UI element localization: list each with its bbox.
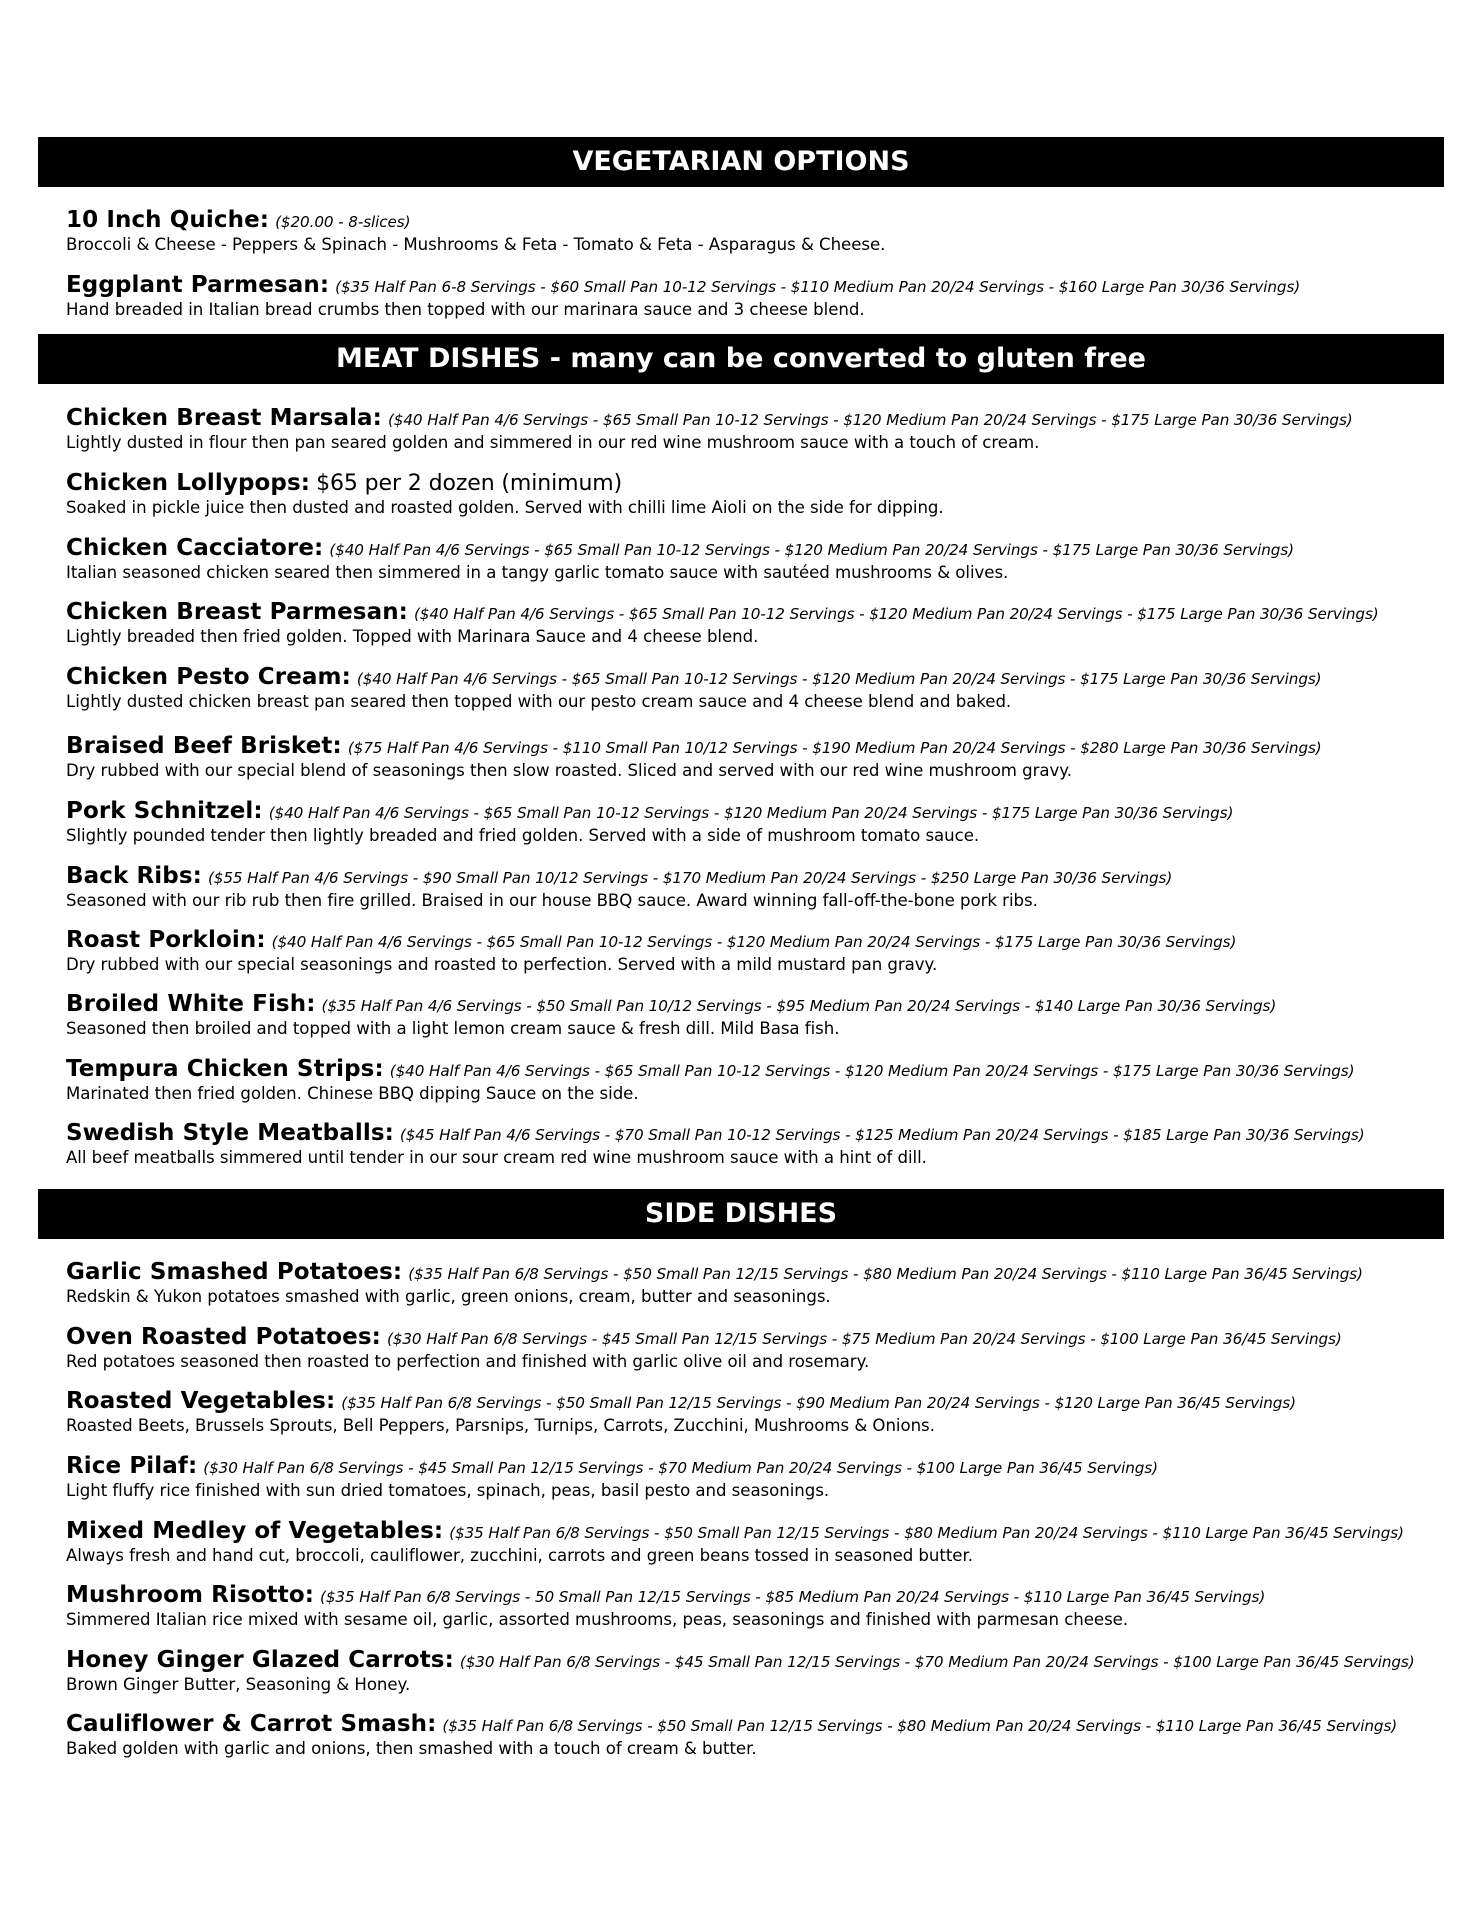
menu-item bbox=[66, 468, 1466, 518]
item-price: ($45 Half Pan 4/6 Servings - $70 Small Pan 10-12 Servings - $125 Medium Pan 20/24 Servings - $185 Large Pan 30/36 Servings) bbox=[399, 1126, 1365, 1144]
item-description: Light fluffy rice finished with sun dried tomatoes, spinach, peas, basil pesto and seasonings. bbox=[66, 1481, 830, 1500]
item-price: ($40 Half Pan 4/6 Servings - $65 Small Pan 10-12 Servings - $120 Medium Pan 20/24 Servings - $175 Large Pan 30/36 Servings) bbox=[387, 411, 1353, 429]
item-description: Dry rubbed with our special blend of seasonings then slow roasted. Sliced and served with our red wine mushroom gravy. bbox=[66, 761, 1072, 780]
item-price: ($35 Half Pan 4/6 Servings - $50 Small Pan 10/12 Servings - $95 Medium Pan 20/24 Servings - $140 Large Pan 30/36 Servings) bbox=[321, 997, 1277, 1015]
menu-item bbox=[66, 270, 1466, 320]
menu-item bbox=[66, 1516, 1466, 1566]
item-description: Baked golden with garlic and onions, then smashed with a touch of cream & butter. bbox=[66, 1739, 757, 1758]
item-price: ($35 Half Pan 6/8 Servings - $50 Small Pan 12/15 Servings - $80 Medium Pan 20/24 Servings - $110 Large Pan 36/45 Servings) bbox=[408, 1265, 1363, 1283]
item-price: ($55 Half Pan 4/6 Servings - $90 Small Pan 10/12 Servings - $170 Medium Pan 20/24 Servings - $250 Large Pan 30/36 Servings) bbox=[207, 869, 1173, 887]
item-description: Italian seasoned chicken seared then simmered in a tangy garlic tomato sauce with sautéed mushrooms & olives. bbox=[66, 563, 1009, 582]
item-description: Brown Ginger Butter, Seasoning & Honey. bbox=[66, 1675, 411, 1694]
section-header-meat: MEAT DISHES - many can be converted to gluten free bbox=[38, 334, 1444, 384]
item-description: Soaked in pickle juice then dusted and roasted golden. Served with chilli lime Aioli on the side for dipping. bbox=[66, 498, 944, 517]
item-description: Lightly dusted chicken breast pan seared then topped with our pesto cream sauce and 4 cheese blend and baked. bbox=[66, 692, 1012, 711]
menu-item bbox=[66, 403, 1466, 453]
item-price: ($30 Half Pan 6/8 Servings - $45 Small Pan 12/15 Servings - $75 Medium Pan 20/24 Servings - $100 Large Pan 36/45 Servings) bbox=[386, 1330, 1342, 1348]
item-name: Braised Beef Brisket: bbox=[66, 733, 342, 759]
item-price: ($35 Half Pan 6/8 Servings - 50 Small Pan 12/15 Servings - $85 Medium Pan 20/24 Servings - $110 Large Pan 36/45 Servings) bbox=[320, 1588, 1266, 1606]
item-name: Chicken Breast Marsala: bbox=[66, 405, 382, 431]
menu-item bbox=[66, 989, 1466, 1039]
menu-item bbox=[66, 861, 1466, 911]
item-price: ($35 Half Pan 6/8 Servings - $50 Small Pan 12/15 Servings - $80 Medium Pan 20/24 Servings - $110 Large Pan 36/45 Servings) bbox=[449, 1524, 1404, 1542]
item-description: Seasoned with our rib rub then fire grilled. Braised in our house BBQ sauce. Award winning fall-off-the-bone pork ribs. bbox=[66, 891, 1038, 910]
item-name: Chicken Breast Parmesan: bbox=[66, 599, 408, 625]
menu-item bbox=[66, 1322, 1466, 1372]
menu-item bbox=[66, 533, 1466, 583]
item-name: Roast Porkloin: bbox=[66, 927, 266, 953]
menu-item bbox=[66, 1054, 1466, 1104]
item-name: Swedish Style Meatballs: bbox=[66, 1120, 394, 1146]
item-name: Garlic Smashed Potatoes: bbox=[66, 1259, 403, 1285]
item-name: Tempura Chicken Strips: bbox=[66, 1056, 384, 1082]
item-description: Redskin & Yukon potatoes smashed with garlic, green onions, cream, butter and seasonings. bbox=[66, 1287, 831, 1306]
menu-item bbox=[66, 1451, 1466, 1501]
menu-item bbox=[66, 1645, 1466, 1695]
item-description: Always fresh and hand cut, broccoli, cauliflower, zucchini, carrots and green beans tossed in seasoned butter. bbox=[66, 1546, 973, 1565]
item-price: ($75 Half Pan 4/6 Servings - $110 Small Pan 10/12 Servings - $190 Medium Pan 20/24 Servings - $280 Large Pan 30/36 Servings) bbox=[347, 739, 1322, 757]
menu-item bbox=[66, 1118, 1466, 1168]
item-price: ($35 Half Pan 6/8 Servings - $50 Small Pan 12/15 Servings - $80 Medium Pan 20/24 Servings - $110 Large Pan 36/45 Servings) bbox=[442, 1717, 1398, 1735]
item-description: All beef meatballs simmered until tender in our sour cream red wine mushroom sauce with a hint of dill. bbox=[66, 1148, 927, 1167]
item-name: Roasted Vegetables: bbox=[66, 1388, 336, 1414]
menu-item bbox=[66, 796, 1466, 846]
item-name: Oven Roasted Potatoes: bbox=[66, 1324, 381, 1350]
item-description: Lightly dusted in flour then pan seared golden and simmered in our red wine mushroom sauce with a touch of cream. bbox=[66, 433, 1040, 452]
item-name: Chicken Cacciatore: bbox=[66, 535, 324, 561]
menu-item bbox=[66, 1257, 1466, 1307]
section-header-vegetarian: VEGETARIAN OPTIONS bbox=[38, 137, 1444, 187]
menu-item bbox=[66, 925, 1466, 975]
item-price: $65 per 2 dozen (minimum) bbox=[316, 471, 623, 496]
menu-item bbox=[66, 662, 1466, 712]
item-description: Lightly breaded then fried golden. Topped with Marinara Sauce and 4 cheese blend. bbox=[66, 627, 759, 646]
item-price: ($40 Half Pan 4/6 Servings - $65 Small Pan 10-12 Servings - $120 Medium Pan 20/24 Servings - $175 Large Pan 30/36 Servings) bbox=[271, 933, 1237, 951]
item-name: Mushroom Risotto: bbox=[66, 1582, 315, 1608]
item-description: Broccoli & Cheese - Peppers & Spinach - Mushrooms & Feta - Tomato & Feta - Asparagus & Cheese. bbox=[66, 235, 886, 254]
item-name: Broiled White Fish: bbox=[66, 991, 316, 1017]
menu-item bbox=[66, 205, 1466, 255]
item-name: Mixed Medley of Vegetables: bbox=[66, 1518, 444, 1544]
item-name: Cauliflower & Carrot Smash: bbox=[66, 1711, 437, 1737]
item-price: ($35 Half Pan 6/8 Servings - $50 Small Pan 12/15 Servings - $90 Medium Pan 20/24 Servings - $120 Large Pan 36/45 Servings) bbox=[341, 1394, 1296, 1412]
item-description: Dry rubbed with our special seasonings and roasted to perfection. Served with a mild mustard pan gravy. bbox=[66, 955, 938, 974]
item-price: ($20.00 - 8-slices) bbox=[275, 213, 411, 231]
menu-item bbox=[66, 597, 1466, 647]
item-name: 10 Inch Quiche: bbox=[66, 207, 270, 233]
item-name: Rice Pilaf: bbox=[66, 1453, 198, 1479]
item-name: Eggplant Parmesan: bbox=[66, 272, 330, 298]
item-price: ($35 Half Pan 6-8 Servings - $60 Small Pan 10-12 Servings - $110 Medium Pan 20/24 Servings - $160 Large Pan 30/36 Servings) bbox=[335, 278, 1301, 296]
menu-item bbox=[66, 1709, 1466, 1759]
item-name: Chicken Lollypops: bbox=[66, 470, 311, 496]
item-description: Red potatoes seasoned then roasted to perfection and finished with garlic olive oil and rosemary. bbox=[66, 1352, 870, 1371]
item-price: ($40 Half Pan 4/6 Servings - $65 Small Pan 10-12 Servings - $120 Medium Pan 20/24 Servings - $175 Large Pan 30/36 Servings) bbox=[268, 804, 1234, 822]
menu-item bbox=[66, 731, 1466, 781]
item-price: ($40 Half Pan 4/6 Servings - $65 Small Pan 10-12 Servings - $120 Medium Pan 20/24 Servings - $175 Large Pan 30/36 Servings) bbox=[389, 1062, 1355, 1080]
item-description: Slightly pounded tender then lightly breaded and fried golden. Served with a side of mushroom tomato sauce. bbox=[66, 826, 980, 845]
menu-item bbox=[66, 1580, 1466, 1630]
menu-item bbox=[66, 1386, 1466, 1436]
item-price: ($40 Half Pan 4/6 Servings - $65 Small Pan 10-12 Servings - $120 Medium Pan 20/24 Servings - $175 Large Pan 30/36 Servings) bbox=[413, 605, 1379, 623]
item-description: Simmered Italian rice mixed with sesame oil, garlic, assorted mushrooms, peas, seasonings and finished with parmesan cheese. bbox=[66, 1610, 1129, 1629]
item-price: ($30 Half Pan 6/8 Servings - $45 Small Pan 12/15 Servings - $70 Medium Pan 20/24 Servings - $100 Large Pan 36/45 Servings) bbox=[203, 1459, 1158, 1477]
item-price: ($40 Half Pan 4/6 Servings - $65 Small Pan 10-12 Servings - $120 Medium Pan 20/24 Servings - $175 Large Pan 30/36 Servings) bbox=[356, 670, 1322, 688]
item-price: ($40 Half Pan 4/6 Servings - $65 Small Pan 10-12 Servings - $120 Medium Pan 20/24 Servings - $175 Large Pan 30/36 Servings) bbox=[329, 541, 1294, 559]
item-description: Marinated then fried golden. Chinese BBQ dipping Sauce on the side. bbox=[66, 1084, 639, 1103]
item-name: Back Ribs: bbox=[66, 863, 202, 889]
item-description: Hand breaded in Italian bread crumbs then topped with our marinara sauce and 3 cheese blend. bbox=[66, 300, 865, 319]
item-price: ($30 Half Pan 6/8 Servings - $45 Small Pan 12/15 Servings - $70 Medium Pan 20/24 Servings - $100 Large Pan 36/45 Servings) bbox=[459, 1653, 1415, 1671]
item-name: Honey Ginger Glazed Carrots: bbox=[66, 1647, 454, 1673]
section-header-sides: SIDE DISHES bbox=[38, 1189, 1444, 1239]
item-name: Pork Schnitzel: bbox=[66, 798, 263, 824]
item-name: Chicken Pesto Cream: bbox=[66, 664, 351, 690]
item-description: Seasoned then broiled and topped with a light lemon cream sauce & fresh dill. Mild Basa fish. bbox=[66, 1019, 840, 1038]
item-description: Roasted Beets, Brussels Sprouts, Bell Peppers, Parsnips, Turnips, Carrots, Zucchini, Mushrooms & Onions. bbox=[66, 1416, 935, 1435]
